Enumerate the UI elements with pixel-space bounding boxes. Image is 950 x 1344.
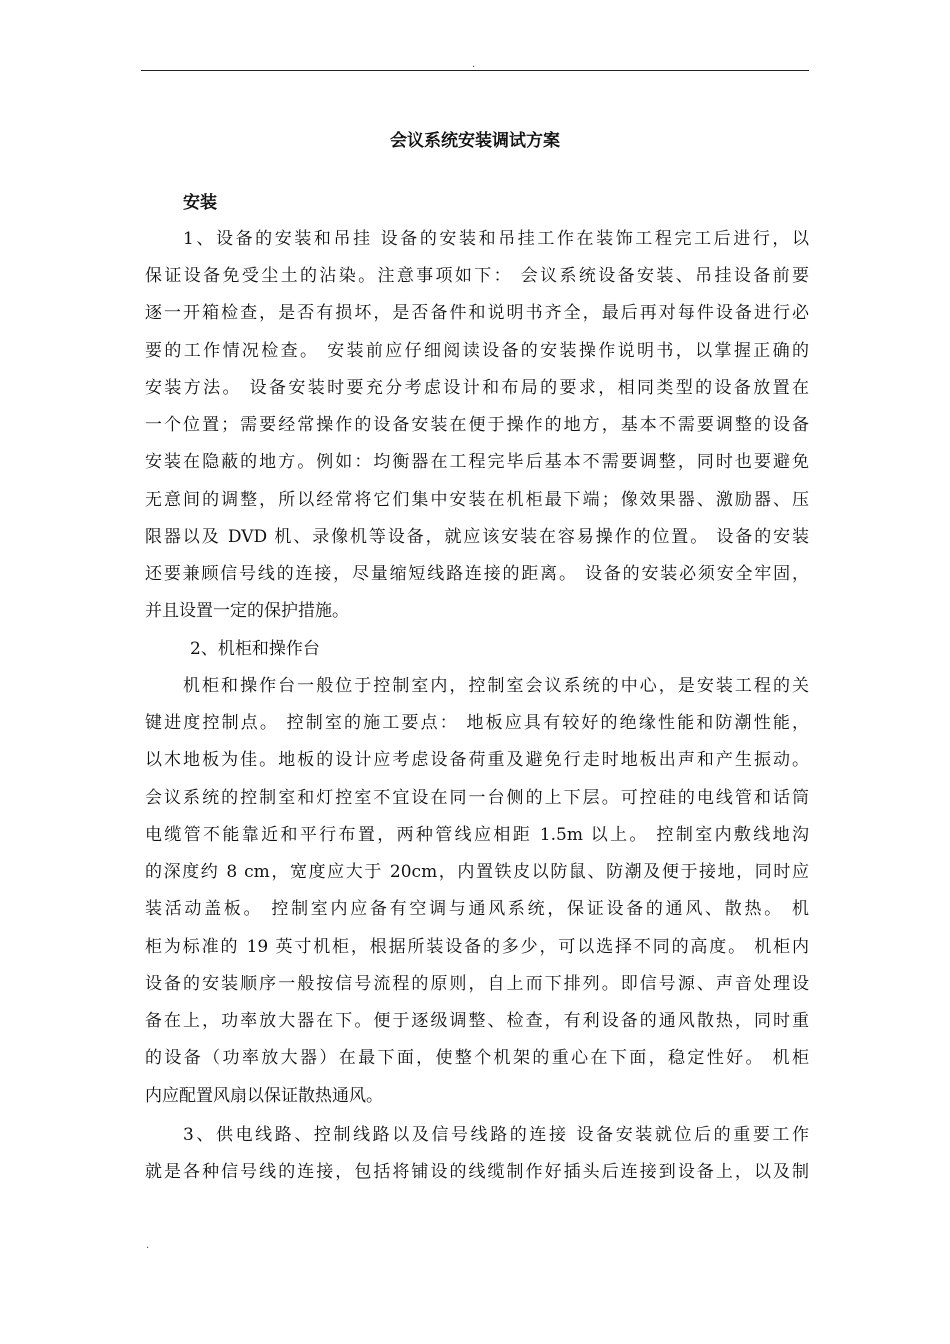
body-line: 电缆管不能靠近和平行布置，两种管线应相距 1.5m 以上。 控制室内敷线地沟 [145, 825, 809, 845]
body-line: 机柜和操作台一般位于控制室内，控制室会议系统的中心，是安装工程的关 [183, 676, 809, 696]
header-rule [141, 70, 809, 71]
body-line: 保证设备免受尘土的沾染。注意事项如下： 会议系统设备安装、吊挂设备前要 [145, 266, 809, 286]
subsection-heading: 2、机柜和操作台 [190, 639, 320, 659]
body-line: 会议系统的控制室和灯控室不宜设在同一台侧的上下层。可控硅的电线管和话筒 [145, 788, 809, 808]
body-line: 逐一开箱检查，是否有损坏，是否备件和说明书齐全，最后再对每件设备进行必 [145, 303, 809, 323]
body-line: 1、设备的安装和吊挂 设备的安装和吊挂工作在装饰工程完工后进行，以 [183, 229, 809, 249]
body-line: 限器以及 DVD 机、录像机等设备，就应该安装在容易操作的位置。 设备的安装 [145, 527, 809, 547]
body-line: 安装方法。 设备安装时要充分考虑设计和布局的要求，相同类型的设备放置在 [145, 378, 809, 398]
body-line: 内应配置风扇以保证散热通风。 [145, 1086, 383, 1106]
body-line: 的设备（功率放大器）在最下面，使整个机架的重心在下面，稳定性好。 机柜 [145, 1048, 809, 1068]
document-title: 会议系统安装调试方案 [390, 131, 560, 151]
footer-mark: . [146, 1240, 150, 1251]
body-line: 安装在隐蔽的地方。例如：均衡器在工程完毕后基本不需要调整，同时也要避免 [145, 452, 809, 472]
body-line: 备在上，功率放大器在下。便于逐级调整、检查，有利设备的通风散热，同时重 [145, 1011, 809, 1031]
body-line: 3、供电线路、控制线路以及信号线路的连接 设备安装就位后的重要工作 [183, 1125, 809, 1145]
body-line: 就是各种信号线的连接，包括将铺设的线缆制作好插头后连接到设备上，以及制 [145, 1162, 809, 1182]
body-line: 一个位置；需要经常操作的设备安装在便于操作的地方，基本不需要调整的设备 [145, 415, 809, 435]
body-line: 设备的安装顺序一般按信号流程的原则，自上而下排列。即信号源、声音处理设 [145, 974, 809, 994]
section-heading: 安装 [183, 193, 217, 213]
body-line: 并且设置一定的保护措施。 [145, 601, 349, 621]
body-line: 还要兼顾信号线的连接，尽量缩短线路连接的距离。 设备的安装必须安全牢固， [145, 564, 809, 584]
body-line: 柜为标准的 19 英寸机柜，根据所装设备的多少，可以选择不同的高度。 机柜内 [145, 937, 809, 957]
body-line: 以木地板为佳。地板的设计应考虑设备荷重及避免行走时地板出声和产生振动。 [145, 750, 809, 770]
header-mark: . [472, 59, 476, 70]
body-line: 装活动盖板。 控制室内应备有空调与通风系统，保证设备的通风、散热。 机 [145, 899, 809, 919]
body-line: 无意间的调整，所以经常将它们集中安装在机柜最下端；像效果器、激励器、压 [145, 490, 809, 510]
body-line: 键进度控制点。 控制室的施工要点： 地板应具有较好的绝缘性能和防潮性能， [145, 713, 809, 733]
body-line: 的深度约 8 cm，宽度应大于 20cm，内置铁皮以防鼠、防潮及便于接地，同时应 [145, 862, 809, 882]
body-line: 要的工作情况检查。 安装前应仔细阅读设备的安装操作说明书，以掌握正确的 [145, 341, 809, 361]
